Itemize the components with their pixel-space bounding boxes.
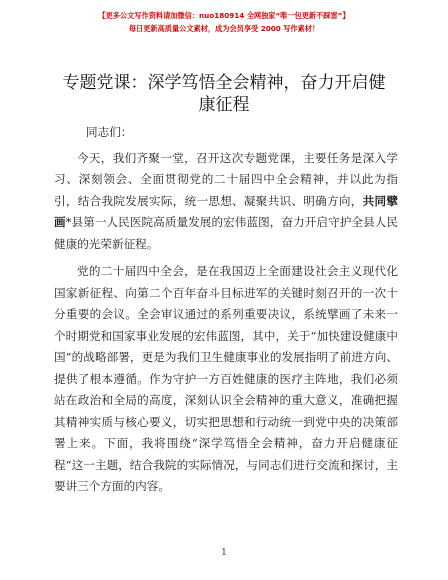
salutation: 同志们：: [86, 125, 133, 139]
promo-banner-line-2: 每日更新高质量公文素材，成为会员享受 2000 写作素材！: [128, 24, 320, 33]
promo-banner-line-1: 【更多公文写作资料请加微信：nuo180914 全网独家“唯一包更新不踩雷”】: [98, 11, 350, 20]
page-number: 1: [221, 548, 227, 558]
paragraph-1-text-start: 今天，我们齐聚一堂，召开这次专题党课，主要任务是深入学习、深刻领会、全面贯彻党的二十届四中全会精神，并以此为指引，结合我院发展实际，统一思想、凝聚共识、明确方向，: [54, 150, 398, 208]
paragraph-2: 党的二十届四中全会，是在我国迈上全面建设社会主义现代化国家新征程、向第二个百年奋斗目标进军的关键时刻召开的一次十分重要的会议。全会审议通过的系列重要决议，系统擘画了未来一个时期党和国家事业发展的宏伟蓝图，其中，关于“加快建设健康中国”的战略部署，更是为我们卫生健康事业的发展指明了前进方向、提供了根本遵循。作为守护一方百姓健康的医疗主阵地，我们必须站在政治和全局的高度，深刻认识全会精神的重大意义，准确把握其精神实质与核心要义，切实把思想和行动统一到党中央的决策部署上来。下面，我将围绕“深学笃悟全会精神，奋力开启健康征程”这一主题，结合我院的实际情况，与同志们进行交流和探讨，主要讲三个方面的内容。: [54, 264, 398, 493]
document-body: [54, 122, 398, 498]
paragraph-1-text-end: *县第一人民医院高质量发展的宏伟蓝图，奋力开启守护全县人民健康的光荣新征程。: [54, 215, 398, 251]
paragraph-1-bold-phrase: 共同擘画: [54, 193, 398, 229]
paragraph-1: [54, 148, 398, 256]
document-title: 专题党课：深学笃悟全会精神，奋力开启健康征程: [62, 73, 386, 115]
